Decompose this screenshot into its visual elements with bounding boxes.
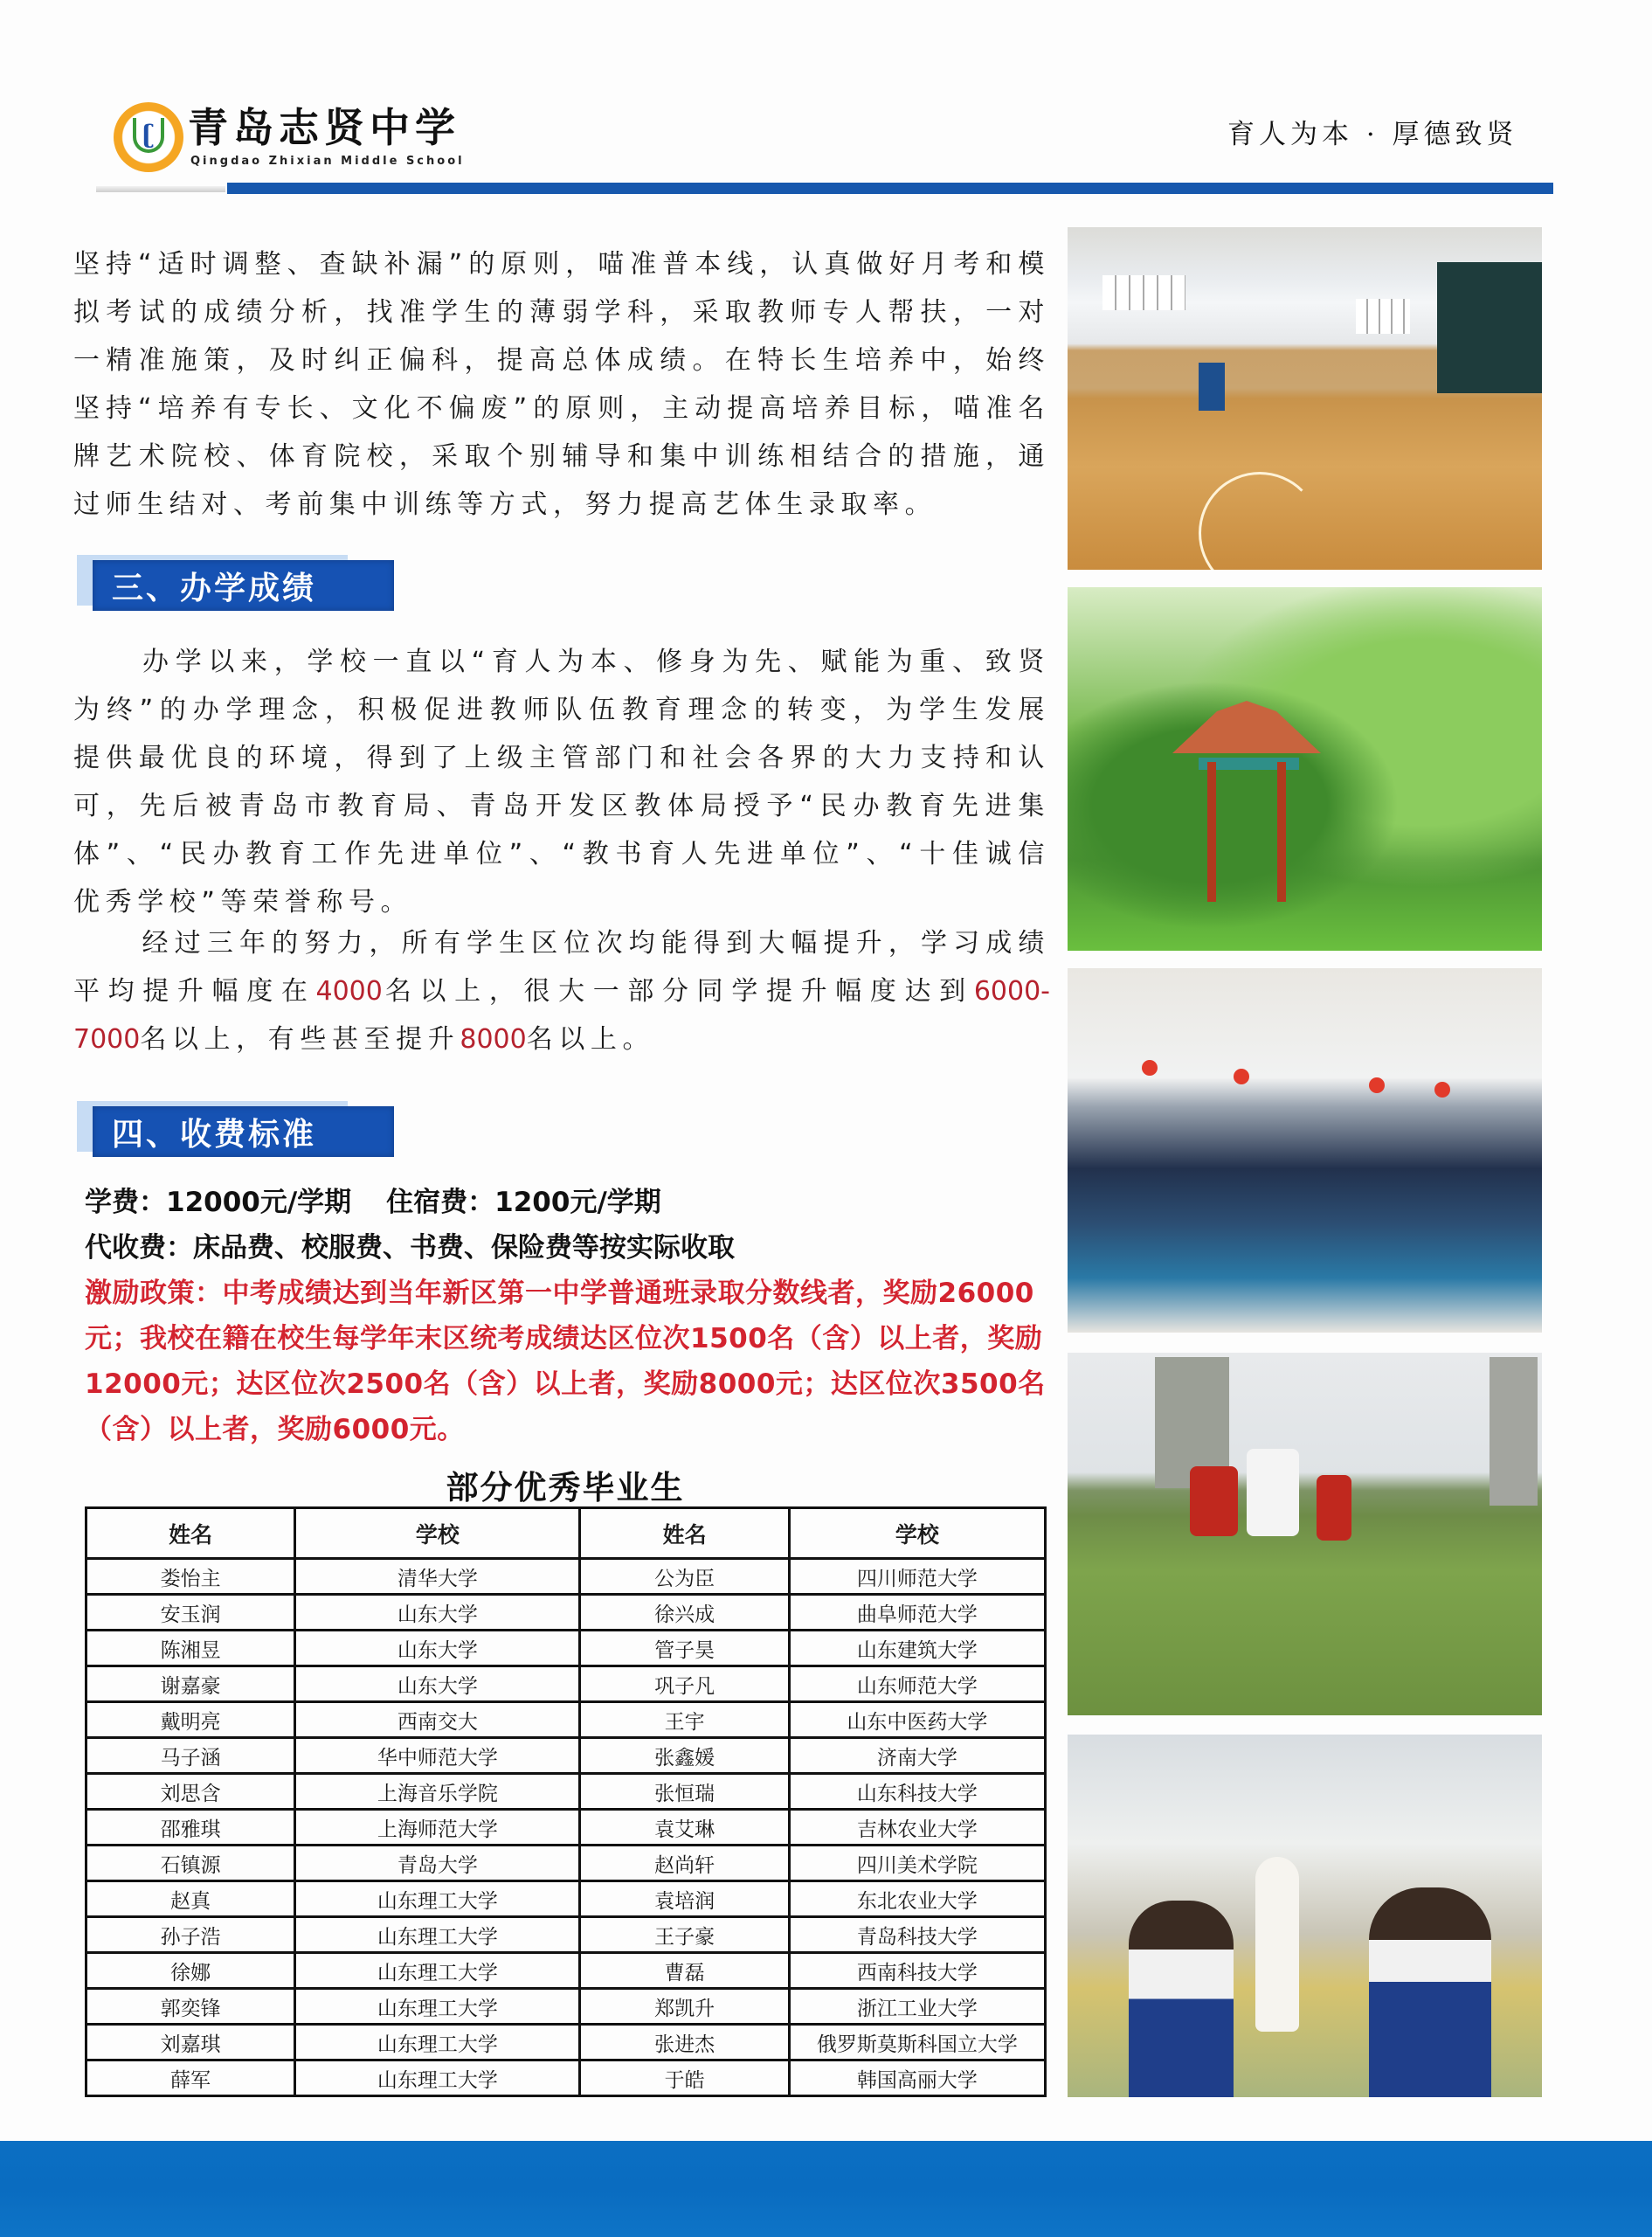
- photo-gymnasium: [1068, 227, 1542, 570]
- graduate-school: 俄罗斯莫斯科国立大学: [789, 2025, 1045, 2060]
- graduate-name: 管子昊: [580, 1631, 789, 1666]
- graduate-school: 青岛科技大学: [789, 1917, 1045, 1953]
- graduate-name: 袁培润: [580, 1881, 789, 1917]
- tuition-fee: 学费：12000元/学期: [85, 1187, 352, 1218]
- table-row: [86, 1917, 1046, 1953]
- table-row: [86, 1953, 1046, 1989]
- graduate-school: 西南交大: [295, 1702, 580, 1738]
- progress-text-4: 名以上。: [526, 1024, 655, 1055]
- graduate-name: 张鑫媛: [580, 1738, 789, 1774]
- graduate-school: 青岛大学: [295, 1846, 580, 1881]
- table-row: [86, 1738, 1046, 1774]
- graduate-name: 张恒瑞: [580, 1774, 789, 1810]
- achievements-paragraph: [73, 638, 1050, 926]
- graduate-school: 浙江工业大学: [789, 1989, 1045, 2025]
- graduate-name: 于皓: [580, 2060, 789, 2096]
- graduate-school: 山东中医药大学: [789, 1702, 1045, 1738]
- graduate-school: 山东大学: [295, 1631, 580, 1666]
- achievements-text: 办学以来，学校一直以“育人为本、修身为先、赋能为重、致贤为终”的办学理念，积极促进教师队伍教育理念的转变，为学生发展提供最优良的环境，得到了上级主管部门和社会各界的大力支持和认可，先后被青岛市教育局、青岛开发区教体局授予“民办教育先进集体”、“民办教育工作先进单位”、“教书育人先进单位”、“十佳诚信优秀学校”等荣誉称号。: [73, 647, 1050, 918]
- graduate-school: 山东师范大学: [789, 1666, 1045, 1702]
- graduate-name: 赵真: [86, 1881, 295, 1917]
- section-title: 四、收费标准: [112, 1117, 317, 1153]
- section-heading-achievements: [77, 555, 404, 609]
- school-name-english: Qingdao Zhixian Middle School: [190, 155, 465, 168]
- highlight-number: 4000: [315, 976, 383, 1007]
- graduate-name: 袁艾琳: [580, 1810, 789, 1846]
- table-row: [86, 2025, 1046, 2060]
- graduate-school: 上海师范大学: [295, 1810, 580, 1846]
- highlight-number: 6000-7000: [73, 976, 1050, 1055]
- photo-pavilion-garden: [1068, 587, 1542, 951]
- graduate-school: 东北农业大学: [789, 1881, 1045, 1917]
- graduate-name: 王宇: [580, 1702, 789, 1738]
- photo-fountain-reading: [1068, 1735, 1542, 2097]
- graduate-school: 华中师范大学: [295, 1738, 580, 1774]
- collected-fees: 代收费：床品费、校服费、书费、保险费等按实际收取: [85, 1232, 735, 1264]
- graduate-school: 山东理工大学: [295, 2060, 580, 2096]
- table-row: [86, 1810, 1046, 1846]
- graduates-table-title: 部分优秀毕业生: [446, 1469, 685, 1506]
- photo-dining-hall: [1068, 968, 1542, 1333]
- table-header-row: [86, 1508, 1046, 1559]
- page-header: [0, 0, 1652, 201]
- graduate-name: 马子涵: [86, 1738, 295, 1774]
- graduate-name: 赵尚轩: [580, 1846, 789, 1881]
- column-header-school: 学校: [789, 1508, 1045, 1559]
- graduate-name: 戴明亮: [86, 1702, 295, 1738]
- section-heading-fees: [77, 1101, 404, 1155]
- graduate-school: 山东科技大学: [789, 1774, 1045, 1810]
- school-motto: 育人为本 · 厚德致贤: [1227, 119, 1518, 150]
- school-logo-icon: ʗ: [114, 102, 183, 172]
- graduate-school: 山东理工大学: [295, 1989, 580, 2025]
- fee-line-tuition-boarding: [85, 1180, 1063, 1225]
- graduate-school: 上海音乐学院: [295, 1774, 580, 1810]
- graduate-school: 西南科技大学: [789, 1953, 1045, 1989]
- graduate-school: 山东理工大学: [295, 1881, 580, 1917]
- footer-band: [0, 2141, 1652, 2237]
- table-row: [86, 1702, 1046, 1738]
- graduate-school: 济南大学: [789, 1738, 1045, 1774]
- graduate-school: 山东大学: [295, 1595, 580, 1631]
- column-header-name: 姓名: [580, 1508, 789, 1559]
- boarding-fee: 住宿费：1200元/学期: [386, 1187, 661, 1218]
- table-row: [86, 1631, 1046, 1666]
- progress-text-2: 名以上，很大一部分同学提升幅度达到: [382, 976, 974, 1007]
- graduate-school: 四川师范大学: [789, 1559, 1045, 1595]
- graduate-school: 山东理工大学: [295, 1953, 580, 1989]
- table-row: [86, 1774, 1046, 1810]
- school-name: 青岛志贤中学: [188, 104, 460, 151]
- incentive-policy: 激励政策：中考成绩达到当年新区第一中学普通班录取分数线者，奖励26000元；我校在籍在校生每学年末区统考成绩达区位次1500名（含）以上者，奖励12000元；达区位次2500名（含）以上者，奖励8000元；达区位次3500名（含）以上者，奖励6000元。: [85, 1278, 1046, 1445]
- graduate-name: 曹磊: [580, 1953, 789, 1989]
- graduate-school: 吉林农业大学: [789, 1810, 1045, 1846]
- column-header-name: 姓名: [86, 1508, 295, 1559]
- progress-paragraph: [73, 919, 1050, 1063]
- graduate-name: 孙子浩: [86, 1917, 295, 1953]
- graduate-name: 邵雅琪: [86, 1810, 295, 1846]
- graduate-name: 郭奕锋: [86, 1989, 295, 2025]
- table-row: [86, 2060, 1046, 2096]
- graduate-name: 娄怡主: [86, 1559, 295, 1595]
- graduate-school: 曲阜师范大学: [789, 1595, 1045, 1631]
- graduate-school: 四川美术学院: [789, 1846, 1045, 1881]
- graduate-school: 山东大学: [295, 1666, 580, 1702]
- table-row: [86, 1846, 1046, 1881]
- graduate-school: 清华大学: [295, 1559, 580, 1595]
- graduate-name: 陈湘昱: [86, 1631, 295, 1666]
- graduates-table: [85, 1506, 1047, 2097]
- header-divider-gray: [96, 186, 225, 192]
- table-row: [86, 1666, 1046, 1702]
- table-row: [86, 1595, 1046, 1631]
- graduate-name: 公为臣: [580, 1559, 789, 1595]
- graduate-name: 巩子凡: [580, 1666, 789, 1702]
- table-row: [86, 1881, 1046, 1917]
- graduate-name: 徐娜: [86, 1953, 295, 1989]
- progress-text-3: 名以上，有些甚至提升: [140, 1024, 460, 1055]
- header-divider-blue: [227, 183, 1553, 194]
- column-header-school: 学校: [295, 1508, 580, 1559]
- table-row: [86, 1989, 1046, 2025]
- graduate-name: 郑凯升: [580, 1989, 789, 2025]
- graduate-name: 王子豪: [580, 1917, 789, 1953]
- table-row: [86, 1559, 1046, 1595]
- graduate-name: 张进杰: [580, 2025, 789, 2060]
- intro-paragraph: 坚持“适时调整、查缺补漏”的原则，喵准普本线，认真做好月考和模拟考试的成绩分析，找准学生的薄弱学科，采取教师专人帮扶，一对一精准施策，及时纠正偏科，提高总体成绩。在特长生培养中，始终坚持“培养有专长、文化不偏废”的原则，主动提高培养目标，喵准名牌艺术院校、体育院校，采取个别辅导和集中训练相结合的措施，通过师生结对、考前集中训练等方式，努力提高艺体生录取率。: [73, 249, 1050, 520]
- graduate-school: 韩国高丽大学: [789, 2060, 1045, 2096]
- highlight-number: 8000: [460, 1024, 527, 1055]
- graduate-school: 山东建筑大学: [789, 1631, 1045, 1666]
- progress-text-1: 经过三年的努力，所有学生区位次均能得到大幅提升，学习成绩平均提升幅度在: [73, 928, 1050, 1007]
- photo-soccer-match: [1068, 1353, 1542, 1715]
- graduate-name: 薛军: [86, 2060, 295, 2096]
- section-title: 三、办学成绩: [112, 571, 317, 606]
- graduate-name: 谢嘉豪: [86, 1666, 295, 1702]
- graduate-school: 山东理工大学: [295, 2025, 580, 2060]
- graduate-name: 刘嘉琪: [86, 2025, 295, 2060]
- graduate-name: 徐兴成: [580, 1595, 789, 1631]
- graduate-name: 刘思含: [86, 1774, 295, 1810]
- graduate-school: 山东理工大学: [295, 1917, 580, 1953]
- graduate-name: 安玉润: [86, 1595, 295, 1631]
- graduate-name: 石镇源: [86, 1846, 295, 1881]
